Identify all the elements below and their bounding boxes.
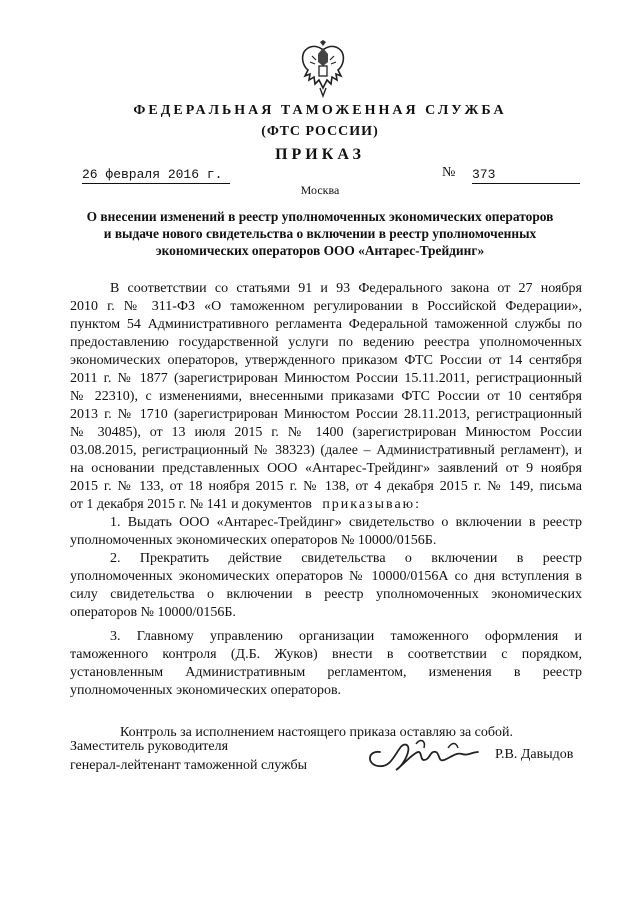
order-number: 373 [472,167,580,184]
preamble-line: 2011 г. № 1877 (зарегистрирован Минюстом России 15.11.2011, регистрационный [70,371,582,386]
title-line: и выдаче нового свидетельства о включении в реестр уполномоченных [103,226,537,241]
order-word: приказываю: [322,497,422,512]
preamble-line: 2013 г. № 1710 (зарегистрирован Минюстом России 28.11.2013, регистрационный [70,407,582,422]
order-city: Москва [300,183,340,197]
order-title [60,208,580,259]
item-2-line: силу свидетельства о включении в реестр уполномоченных экономических [70,587,582,602]
item-1-line: 1. Выдать ООО «Антарес-Трейдинг» свидетельство о включении в реестр [110,515,582,530]
order-date: 26 февраля 2016 г. [82,167,230,184]
item-3-line: 3. Главному управлению организации таможенного оформления и [110,629,582,644]
preamble-line: 2010 г. № 311-ФЗ «О таможенном регулировании в Российской Федерации», [70,299,582,314]
signatory-name: Р.В. Давыдов [495,747,574,762]
preamble-line: 03.08.2015, регистрационный № 38323) (далее – Административный регламент), и [70,443,582,458]
coat-of-arms-icon [298,40,348,98]
signatory-position [70,737,307,775]
document-type: ПРИКАЗ [275,146,365,163]
preamble-last-line [70,496,582,514]
title-line: О внесении изменений в реестр уполномоченных экономических операторов [86,209,554,224]
item-2-line: 2. Прекратить действие свидетельства о включении в реестр [110,551,582,566]
preamble-line: 2015 г. № 133, от 18 ноября 2015 г. № 138, от 4 декабря 2015 г. № 149, письма [70,479,582,494]
preamble-line: В соответствии со статьями 91 и 93 Федерального закона от 27 ноября [110,281,582,296]
handwritten-signature [360,730,490,780]
item-2-line: операторов № 10000/0156Б. [70,605,236,620]
preamble-line: пунктом 54 Административного регламента Федеральной таможенной службы по [70,317,582,332]
order-number-label: № [442,165,456,180]
signatory-position-line: генерал-лейтенант таможенной службы [70,758,308,773]
preamble-line: № 22310), с изменениями, внесенными приказами ФТС России от 10 сентября [70,389,582,404]
preamble-line: на основании представленных ООО «Антарес-Трейдинг» заявлений от 9 ноября [70,461,582,476]
control-clause: Контроль за исполнением настоящего приказа оставляю за собой. [120,725,514,740]
item-3-line: таможенного контроля (Д.Б. Жуков) внести в соответствии с порядком, [70,647,582,662]
order-body [70,280,582,742]
item-3-line: установленным Административным регламентом, изменения в реестр [70,665,582,680]
item-2-line: уполномоченных экономических операторов № 10000/0156А со дня вступления в [70,569,582,584]
signatory-position-line: Заместитель руководителя [70,739,229,754]
agency-short-name: (ФТС РОССИИ) [261,124,379,139]
item-1-line: уполномоченных экономических операторов № 10000/0156Б. [70,533,437,548]
preamble-line: предоставлению государственной услуги по ведению реестра уполномоченных [70,335,582,350]
title-line: экономических операторов ООО «Антарес-Трейдинг» [155,243,485,258]
preamble-last-text: от 1 декабря 2015 г. № 141 и документов [70,497,312,512]
preamble-line: № 30485), от 13 июля 2015 г. № 1400 (зарегистрирован Минюстом России [70,425,582,440]
agency-name: ФЕДЕРАЛЬНАЯ ТАМОЖЕННАЯ СЛУЖБА [133,103,507,118]
item-3-line: уполномоченных экономических операторов. [70,683,342,698]
preamble-line: экономических операторов, утвержденного приказом ФТС России от 14 сентября [70,353,582,368]
